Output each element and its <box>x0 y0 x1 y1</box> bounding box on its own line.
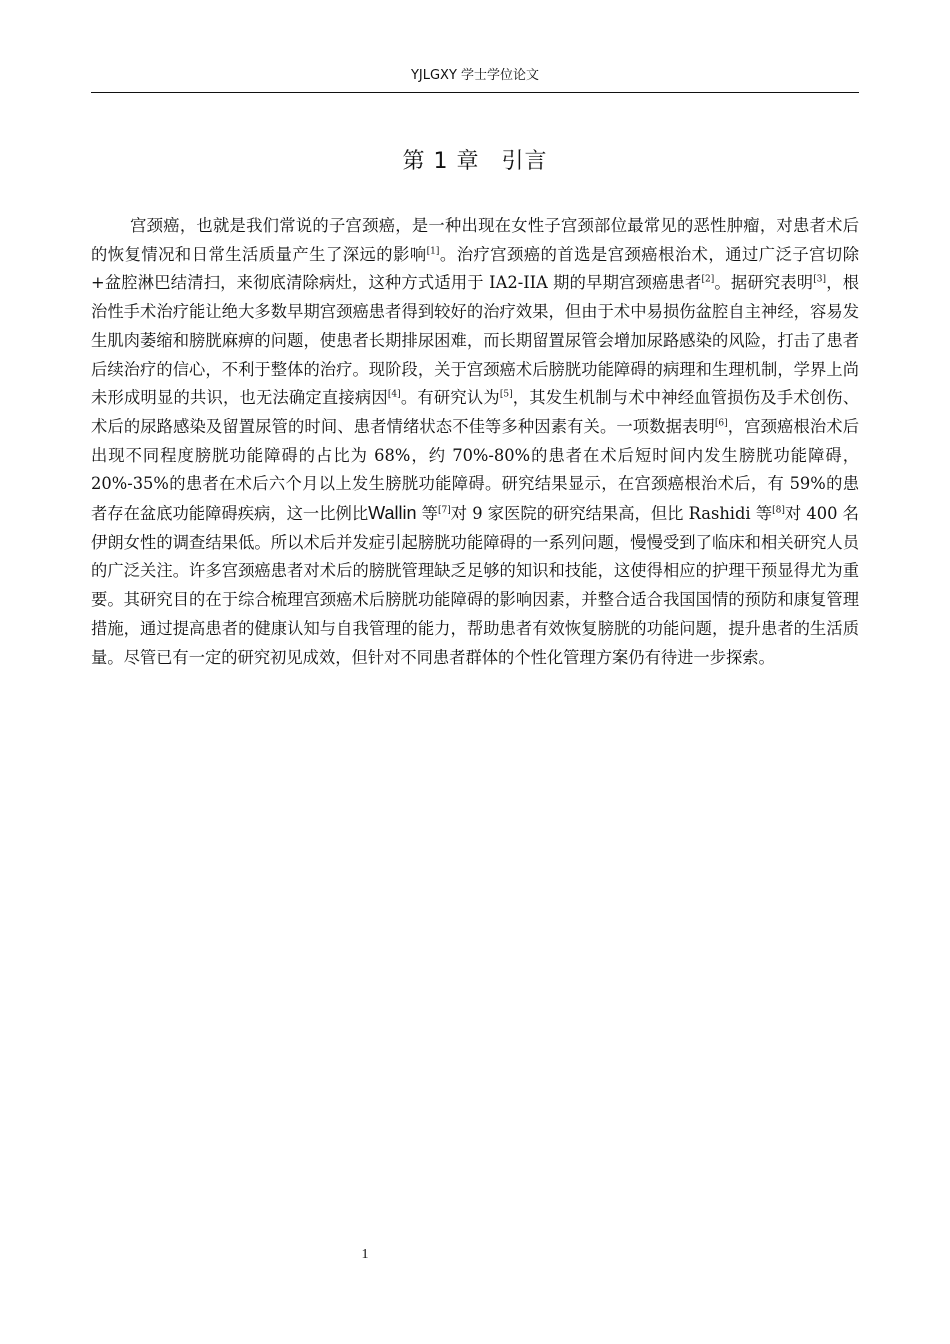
header-title: YJLGXY 学士学位论文 <box>410 68 540 83</box>
sentence-7: ，宫颈癌根治术后出现不同程度膀胱功能障碍的占比为 68%，约 70%-80%的患者在术后短时间内发生膀胱功能障碍，20%-35%的患者在术后六个月以上发生膀胱功能障碍。研究结果显示，在宫颈癌根治术后，有 59%的患者存在盆底功能障碍疾病，这一比例比 <box>91 416 859 524</box>
intro-paragraph <box>91 212 859 672</box>
chapter-number: 第 1 章 <box>402 149 480 174</box>
page-number: 1 <box>361 1247 369 1262</box>
sentence-2: 。治疗宫颈癌的首选是宫颈癌根治术，通过广泛子宫切除+盆腔淋巴结清扫，来彻底清除病灶，这种方式适用于 IA2-IIA 期的早期宫颈癌患者 <box>91 244 859 293</box>
citation-2: [2] <box>701 274 715 285</box>
chapter-heading <box>91 146 859 178</box>
citation-6: [6] <box>714 418 728 429</box>
sentence-9: 对 400 名伊朗女性的调查结果低。所以术后并发症引起膀胱功能障碍的一系列问题，慢慢受到了临床和相关研究人员的广泛关注。许多宫颈癌患者对术后的膀胱管理缺乏足够的知识和技能，这使得相应的护理干预显得尤为重要。其研究目的在于综合梳理宫颈癌术后膀胱功能障碍的影响因素，并整合适合我国国情的预防和康复管理措施，通过提高患者的健康认知与自我管理的能力，帮助患者有效恢复膀胱的功能问题，提升患者的生活质量。尽管已有一定的研究初见成效，但针对不同患者群体的个性化管理方案仍有待进一步探索。 <box>91 504 859 667</box>
citation-4: [4] <box>387 389 401 400</box>
author-wallin: Wallin <box>368 503 417 524</box>
citation-5: [5] <box>499 389 513 400</box>
sentence-1: 宫颈癌，也就是我们常说的子宫颈癌，是一种出现在女性子宫颈部位最常见的恶性肿瘤，对患者术后的恢复情况和日常生活质量产生了深远的影响 <box>91 216 859 264</box>
citation-3: [3] <box>813 274 827 285</box>
sentence-4: ，根治性手术治疗能让绝大多数早期宫颈癌患者得到较好的治疗效果，但由于术中易损伤盆腔自主神经，容易发生肌肉萎缩和膀胱麻痹的问题，使患者长期排尿困难，而长期留置尿管会增加尿路感染的风险，打击了患者后续治疗的信心，不利于整体的治疗。现阶段，关于宫颈癌术后膀胱功能障碍的病理和生理机制，学界上尚未形成明显的共识，也无法确定直接病因 <box>91 273 859 408</box>
sentence-8: 对 9 家医院的研究结果高，但比 Rashidi 等 <box>450 504 773 524</box>
sentence-5: 。有研究认为 <box>400 388 500 408</box>
citation-7: [7] <box>437 505 451 516</box>
running-header <box>91 66 859 93</box>
sentence-3: 。据研究表明 <box>714 273 814 293</box>
sentence-6: ，其发生机制与术中神经血管损伤及手术创伤、术后的尿路感染及留置尿管的时间、患者情绪状态不佳等多种因素有关。一项数据表明 <box>91 388 859 436</box>
citation-8: [8] <box>772 505 785 516</box>
citation-1: [1] <box>426 246 440 257</box>
chapter-title-text: 引言 <box>501 149 548 174</box>
sentence-7-cont: 等 <box>416 504 438 524</box>
